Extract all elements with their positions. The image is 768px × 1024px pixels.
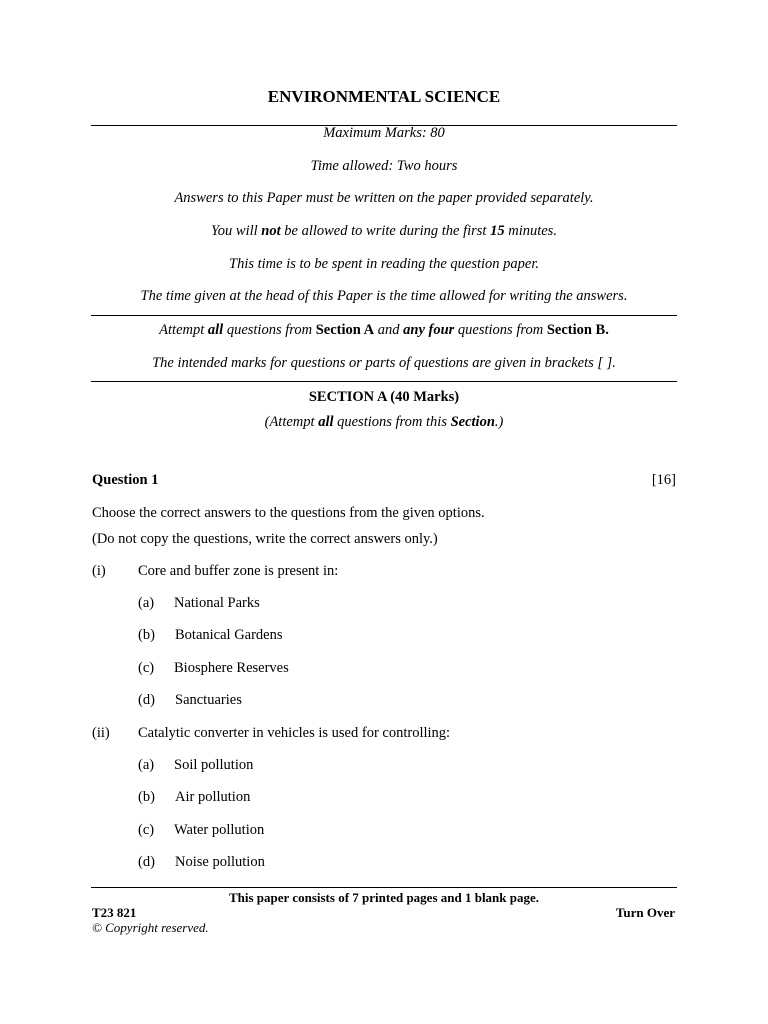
not-allowed-part: be allowed to write during the first bbox=[280, 223, 491, 239]
option-letter: (a) bbox=[138, 757, 155, 773]
section-sub-part: questions from this bbox=[333, 414, 451, 430]
option-letter: (a) bbox=[138, 595, 155, 611]
copyright: © Copyright reserved. bbox=[92, 920, 209, 935]
option-text: Air pollution bbox=[175, 789, 251, 805]
section-a-subheading bbox=[0, 414, 768, 431]
attempt-part: and bbox=[374, 322, 404, 338]
attempt-section-b: Section B. bbox=[546, 322, 609, 338]
not-allowed-part: You will bbox=[211, 223, 262, 239]
option-letter: (b) bbox=[138, 789, 155, 805]
option-letter: (d) bbox=[138, 854, 155, 870]
part-number: (i) bbox=[92, 563, 106, 579]
answers-instruction: Answers to this Paper must be written on the paper provided separately. bbox=[174, 190, 594, 206]
not-allowed-part: minutes. bbox=[504, 223, 557, 239]
option-letter: (c) bbox=[138, 822, 155, 838]
option-text: Soil pollution bbox=[174, 757, 254, 773]
option-letter: (c) bbox=[138, 660, 155, 676]
part-text: Catalytic converter in vehicles is used for controlling: bbox=[138, 725, 451, 741]
option-text: Sanctuaries bbox=[175, 692, 242, 708]
paper-code: T23 821 bbox=[92, 905, 137, 920]
time-head-instruction: The time given at the head of this Paper is the time allowed for writing the answers. bbox=[140, 288, 628, 304]
attempt-part: Attempt bbox=[159, 322, 208, 338]
option-text: Biosphere Reserves bbox=[174, 660, 289, 676]
time-allowed: Time allowed: Two hours bbox=[310, 158, 458, 174]
not-allowed-emphasis: not bbox=[261, 223, 281, 239]
attempt-instruction bbox=[0, 322, 768, 339]
section-sub-emphasis: all bbox=[318, 414, 334, 430]
attempt-part: questions from bbox=[454, 322, 547, 338]
section-sub-part: .) bbox=[494, 414, 504, 430]
question-instruction: Choose the correct answers to the questions from the given options. bbox=[92, 505, 485, 521]
part-number: (ii) bbox=[92, 725, 110, 741]
section-a-heading: SECTION A (40 Marks) bbox=[308, 389, 460, 405]
divider bbox=[91, 315, 677, 316]
question-marks: [16] bbox=[651, 472, 676, 488]
question-label: Question 1 bbox=[92, 472, 159, 488]
attempt-any-four: any four bbox=[403, 322, 455, 338]
marks-note: The intended marks for questions or parts of questions are given in brackets [ ]. bbox=[152, 355, 616, 371]
part-text: Core and buffer zone is present in: bbox=[138, 563, 339, 579]
option-letter: (d) bbox=[138, 692, 155, 708]
reading-time-instruction: This time is to be spent in reading the question paper. bbox=[229, 256, 539, 272]
footer-divider bbox=[91, 887, 677, 888]
attempt-emphasis: all bbox=[207, 322, 224, 338]
divider bbox=[91, 381, 677, 382]
pages-note: This paper consists of 7 printed pages and 1 blank page. bbox=[228, 890, 540, 905]
section-sub-part: (Attempt bbox=[264, 414, 319, 430]
attempt-part: questions from bbox=[223, 322, 316, 338]
option-text: National Parks bbox=[174, 595, 260, 611]
option-text: Water pollution bbox=[174, 822, 265, 838]
section-sub-section: Section bbox=[450, 414, 495, 430]
not-allowed-minutes: 15 bbox=[490, 223, 505, 239]
turn-over: Turn Over bbox=[615, 905, 675, 920]
option-letter: (b) bbox=[138, 627, 155, 643]
option-text: Botanical Gardens bbox=[175, 627, 283, 643]
page-title: ENVIRONMENTAL SCIENCE bbox=[267, 87, 501, 106]
max-marks: Maximum Marks: 80 bbox=[323, 125, 445, 141]
question-note: (Do not copy the questions, write the correct answers only.) bbox=[92, 531, 438, 547]
not-allowed-instruction bbox=[0, 223, 768, 240]
option-text: Noise pollution bbox=[175, 854, 265, 870]
attempt-section-a: Section A bbox=[315, 322, 375, 338]
